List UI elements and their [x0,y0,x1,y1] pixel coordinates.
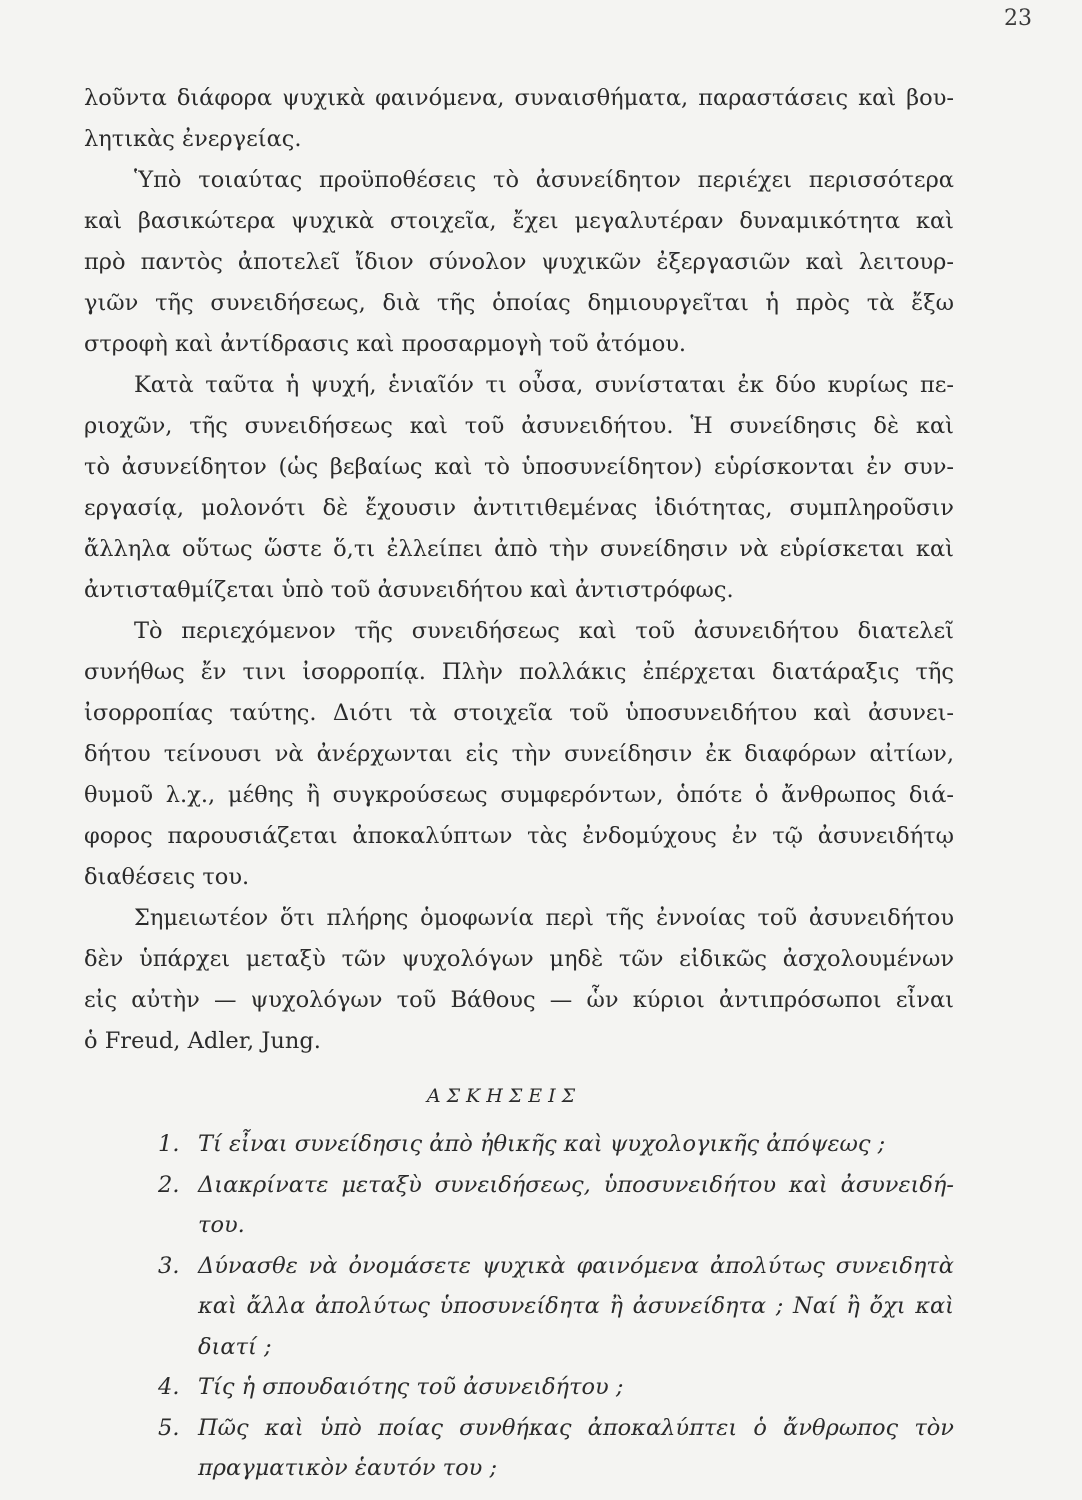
exercise-number: 4. [158,1374,180,1400]
exercise-item [84,1408,954,1489]
exercise-line: Πῶς καὶ ὑπὸ ποίας συνθήκας ἀποκαλύπτει ὁ ἄνθρωπος τὸν [198,1414,954,1441]
text-line: πρὸ παντὸς ἀποτελεῖ ἴδιον σύνολον ψυχικῶν ἐξεργασιῶν καὶ λειτουρ- [84,249,954,275]
text-line: τὸ ἀσυνείδητον (ὡς βεβαίως καὶ τὸ ὑποσυνείδητον) εὑρίσκονται ἐν συν- [84,454,954,480]
text-line: ὁ Freud, Adler, Jung. [84,1028,321,1054]
text-line: λητικὰς ἐνεργείας. [84,126,302,152]
exercise-item [84,1165,954,1246]
exercise-item [84,1246,954,1368]
text-line: συνήθως ἔν τινι ἰσορροπίᾳ. Πλὴν πολλάκις ἐπέρχεται διατάραξις τῆς [84,659,954,685]
exercise-item [84,1124,954,1165]
exercise-item [84,1367,954,1408]
body-text [84,78,954,1489]
exercise-line: Δύνασθε νὰ ὀνομάσετε ψυχικὰ φαινόμενα ἀπολύτως συνειδητὰ [198,1252,954,1279]
text-line: φορος παρουσιάζεται ἀποκαλύπτων τὰς ἐνδομύχους ἐν τῷ ἀσυνειδήτῳ [84,823,954,849]
exercise-line: του. [198,1212,245,1238]
exercise-number: 3. [158,1252,180,1279]
text-line: ἀντισταθμίζεται ὑπὸ τοῦ ἀσυνειδήτου καὶ ἀντιστρόφως. [84,577,734,603]
text-line: Κατὰ ταῦτα ἡ ψυχή, ἑνιαῖόν τι οὖσα, συνίσταται ἐκ δύο κυρίως πε- [134,372,954,398]
text-line: Σημειωτέον ὅτι πλήρης ὁμοφωνία περὶ τῆς ἐννοίας τοῦ ἀσυνειδήτου [134,905,954,931]
text-line: δήτου τείνουσι νὰ ἀνέρχωνται εἰς τὴν συνείδησιν ἐκ διαφόρων αἰτίων, [84,741,954,767]
text-line: ἄλληλα οὕτως ὥστε ὅ,τι ἐλλείπει ἀπὸ τὴν συνείδησιν νὰ εὑρίσκεται καὶ [84,536,954,562]
text-line: ριοχῶν, τῆς συνειδήσεως καὶ τοῦ ἀσυνειδήτου. Ἡ συνείδησις δὲ καὶ [84,413,954,439]
text-line: γιῶν τῆς συνειδήσεως, διὰ τῆς ὁποίας δημιουργεῖται ἡ πρὸς τὰ ἔξω [84,290,954,316]
paragraph [84,611,954,898]
exercise-number: 5. [158,1414,180,1441]
paragraph [84,160,954,365]
exercise-line: Διακρίνατε μεταξὺ συνειδήσεως, ὑποσυνειδήτου καὶ ἀσυνειδή- [198,1171,954,1198]
exercise-line: καὶ ἄλλα ἀπολύτως ὑποσυνείδητα ἢ ἀσυνείδητα ; Ναί ἢ ὄχι καὶ [198,1293,954,1319]
text-line: εργασίᾳ, μολονότι δὲ ἔχουσιν ἀντιτιθεμένας ἰδιότητας, συμπληροῦσιν [84,495,954,521]
text-line: καὶ βασικώτερα ψυχικὰ στοιχεῖα, ἔχει μεγαλυτέραν δυναμικότητα καὶ [84,208,954,234]
page-number: 23 [1004,6,1032,31]
text-line: θυμοῦ λ.χ., μέθης ἢ συγκρούσεως συμφερόντων, ὁπότε ὁ ἄνθρωπος διά- [84,782,954,808]
exercise-line: πραγματικὸν ἑαυτόν του ; [198,1455,498,1481]
exercise-line: Τίς ἡ σπουδαιότης τοῦ ἀσυνειδήτου ; [198,1374,624,1400]
text-line: Τὸ περιεχόμενον τῆς συνειδήσεως καὶ τοῦ ἀσυνειδήτου διατελεῖ [134,618,954,644]
exercise-line: Τί εἶναι συνείδησις ἀπὸ ἠθικῆς καὶ ψυχολογικῆς ἀπόψεως ; [198,1131,886,1157]
text-line: στροφὴ καὶ ἀντίδρασις καὶ προσαρμογὴ τοῦ ἀτόμου. [84,331,687,357]
exercises-heading: ΑΣΚΗΣΕΙΣ [426,1085,582,1107]
text-line: εἰς αὐτὴν — ψυχολόγων τοῦ Βάθους — ὧν κύριοι ἀντιπρόσωποι εἶναι [84,987,954,1013]
paragraph [84,365,954,611]
text-line: δὲν ὑπάρχει μεταξὺ τῶν ψυχολόγων μηδὲ τῶν εἰδικῶς ἀσχολουμένων [84,946,954,972]
paragraph [84,898,954,1062]
text-line: ἰσορροπίας ταύτης. Διότι τὰ στοιχεῖα τοῦ ὑποσυνειδήτου καὶ ἀσυνει- [84,700,954,726]
text-line: λοῦντα διάφορα ψυχικὰ φαινόμενα, συναισθήματα, παραστάσεις καὶ βου- [84,85,954,111]
exercise-line: διατί ; [198,1333,272,1360]
exercise-number: 1. [158,1131,180,1157]
text-line: διαθέσεις του. [84,864,250,890]
paragraph [84,78,954,160]
exercises-list [84,1124,954,1489]
exercise-number: 2. [158,1171,180,1198]
text-line: Ὑπὸ τοιαύτας προϋποθέσεις τὸ ἀσυνείδητον περιέχει περισσότερα [134,167,954,193]
